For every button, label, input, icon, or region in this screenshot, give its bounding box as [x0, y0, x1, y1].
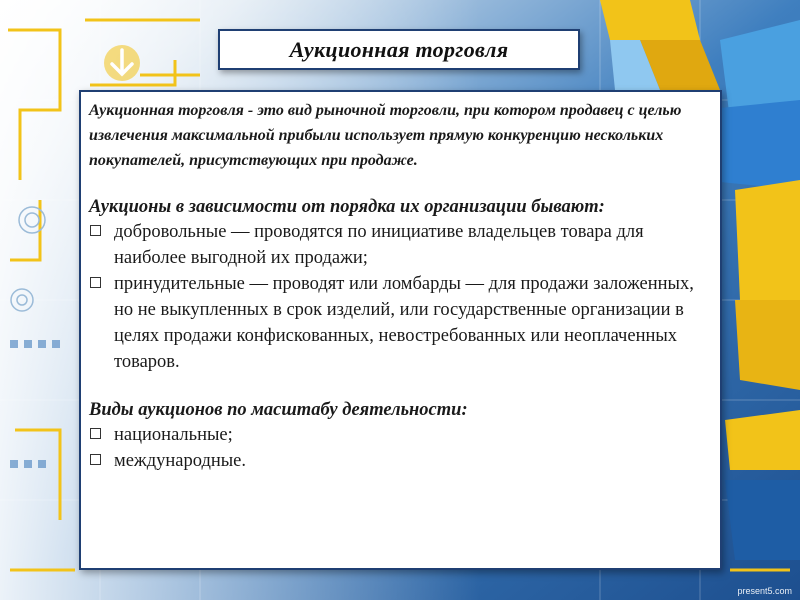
organization-list	[89, 219, 706, 375]
section-heading-scale: Виды аукционов по масштабу деятельности:	[89, 400, 468, 420]
content-box	[79, 90, 722, 570]
empty-square-icon	[90, 428, 101, 439]
watermark: present5.com	[737, 586, 792, 596]
list-item	[89, 422, 706, 448]
list-item-text: национальные;	[114, 425, 233, 445]
list-item	[89, 219, 706, 271]
empty-square-icon	[90, 277, 101, 288]
list-item-text: принудительные — проводят или ломбарды — для продажи заложенных, но не выкупленных в срок изделий, или государственные организации в целях продажи конфискованных, невостребованных или неоплаченных товаров.	[114, 274, 694, 372]
arrow-down-icon	[104, 45, 140, 81]
section-heading-organization: Аукционы в зависимости от порядка их организации бывают:	[89, 197, 605, 217]
intro-paragraph: Аукционная торговля - это вид рыночной торговли, при котором продавец с целью извлечения максимальной прибыли использует прямую конкуренцию нескольких покупателей, присутствующих при продаже.	[89, 102, 682, 169]
empty-square-icon	[90, 454, 101, 465]
list-item	[89, 448, 706, 474]
scale-list	[89, 422, 706, 474]
list-item-text: международные.	[114, 451, 247, 471]
title-box	[218, 29, 580, 70]
list-item-text: добровольные — проводятся по инициативе владельцев товара для наиболее выгодной их продажи;	[114, 222, 644, 268]
list-item	[89, 271, 706, 375]
empty-square-icon	[90, 225, 101, 236]
slide-title: Аукционная торговля	[289, 36, 509, 62]
